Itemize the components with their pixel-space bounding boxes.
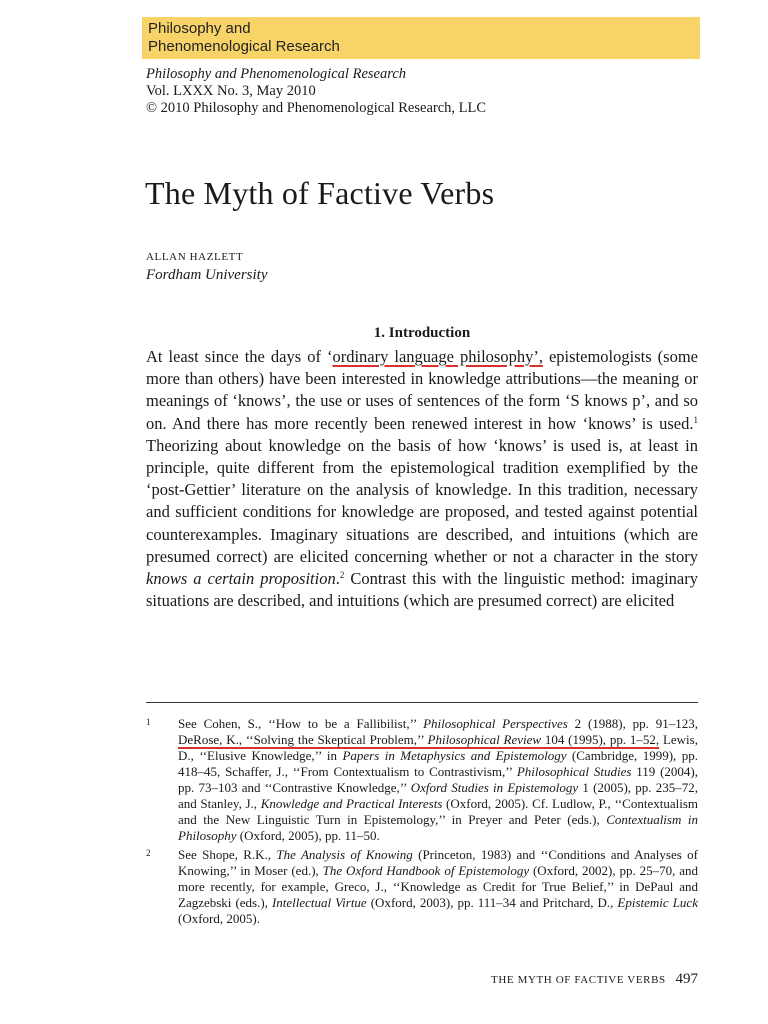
author-affiliation: Fordham University <box>146 267 268 283</box>
footnote-segment: 119 (2004), pp. 73–103 and ‘‘Contrastive Knowledge,’’ <box>178 764 698 795</box>
citation-title: Epistemic Luck <box>617 895 698 910</box>
p1-italic-phrase: knows a certain proposition <box>146 569 336 589</box>
footnotes <box>146 716 698 930</box>
page-footer <box>491 970 698 989</box>
footnote-number: 2 <box>146 848 151 858</box>
citation-title: Intellectual Virtue <box>271 895 367 910</box>
footnote-segment: 2 (1988), pp. 91–123, <box>567 716 698 731</box>
underlined-citation: DeRose, K., ‘‘Solving the Skeptical Problem,’’ <box>178 732 428 747</box>
footnote-number: 1 <box>146 717 151 727</box>
body-text <box>146 346 698 612</box>
footnote-segment: (Oxford, 2003), pp. 111–34 and Pritchard, D., <box>366 895 618 910</box>
intro-paragraph <box>146 346 698 612</box>
footnote-segment: See Cohen, S., ‘‘How to be a Fallibilist,’’ <box>178 716 424 731</box>
journal-banner <box>142 17 700 59</box>
footnote-segment: Lewis, D., ‘‘Elusive Knowledge,’’ in <box>178 732 698 763</box>
p1-text-c: Theorizing about knowledge on the basis of how ‘knows’ is used is, at least in principle, quite different from the epistemological tradition exemplified by the ‘post-Gettier’ literature on the analysis of knowledge. In this tradition, necessary and sufficient conditions for knowledge are proposed, and tested against potential counterexamples. Imaginary situations are described, and intuitions (which are presumed correct) are elicited concerning whether or not a character in the story <box>146 435 698 566</box>
p1-text-b: epistemologists (some more than others) have been interested in knowledge attributions—the meaning or meanings of ‘knows’, the use or uses of sentences of the form ‘S knows p’, and so on. And there has more recently been renewed interest in how ‘knows’ is used. <box>146 347 699 433</box>
citation-title: The Analysis of Knowing <box>276 847 413 862</box>
footnote-ref-2[interactable]: 2 <box>339 570 345 581</box>
footnote-segment: (Princeton, 1983) and ‘‘Conditions and Analyses of Knowing,’’ in Moser (ed.), <box>178 847 698 878</box>
citation-title: Papers in Metaphysics and Epistemology <box>342 748 567 763</box>
footnote-1 <box>146 716 698 844</box>
citation-title: Philosophical Studies <box>516 764 632 779</box>
citation-title: Philosophical Perspectives <box>423 716 568 731</box>
footnote-segment: (Oxford, 2002), pp. 25–70, and more recently, for example, Greco, J., ‘‘Knowledge as Credit for True Belief,’’ in DePaul and Zagzebski (eds.), <box>178 863 698 910</box>
underlined-phrase: ordinary language philosophy’, <box>332 347 543 366</box>
footnote-segment: (Oxford, 2005). <box>178 911 260 926</box>
footnote-text <box>178 847 698 927</box>
footnote-2 <box>146 847 698 927</box>
footnote-text <box>178 716 698 844</box>
footnote-segment: (Cambridge, 1999), pp. 418–45, Schaffer, J., ‘‘From Contextualism to Contrastivism,’’ <box>178 748 699 779</box>
journal-name: Philosophy and Phenomenological Research <box>146 66 407 82</box>
citation-title: Oxford Studies in Epistemology <box>410 780 579 795</box>
journal-volume: Vol. LXXX No. 3, May 2010 <box>146 83 316 99</box>
running-head: THE MYTH OF FACTIVE VERBS <box>491 974 666 986</box>
citation-title: The Oxford Handbook of Epistemology <box>322 863 530 878</box>
footnote-divider <box>146 702 698 703</box>
citation-title: Contextualism in Philosophy <box>178 812 699 843</box>
p1-text-a: At least since the days of ‘ <box>146 347 333 366</box>
banner-line-2: Phenomenological Research <box>148 38 340 55</box>
footnote-segment: (Oxford, 2005), pp. 11–50. <box>236 828 380 843</box>
author-name: ALLAN HAZLETT <box>146 251 244 263</box>
journal-copyright: © 2010 Philosophy and Phenomenological Research, LLC <box>146 100 487 116</box>
journal-meta <box>146 66 706 117</box>
section-heading: 1. Introduction <box>373 325 471 341</box>
p1-text-d: . <box>335 569 340 589</box>
footnote-ref-1[interactable]: 1 <box>693 414 698 425</box>
banner-line-1: Philosophy and <box>148 20 251 37</box>
underlined-citation: 104 (1995), pp. 1–52, <box>541 732 660 747</box>
citation-title: Knowledge and Practical Interests <box>260 796 443 811</box>
underlined-citation: Philosophical Review <box>427 732 542 747</box>
p1-text-e: Contrast this with the linguistic method: imaginary situations are described, and intuitions (which are presumed correct) are elicited <box>146 569 698 611</box>
page-number: 497 <box>675 971 698 987</box>
article-title: The Myth of Factive Verbs <box>145 175 495 211</box>
footnote-segment: 1 (2005), pp. 235–72, and Stanley, J., <box>178 780 698 811</box>
footnote-segment: (Oxford, 2005). Cf. Ludlow, P., ‘‘Contextualism and the New Linguistic Turn in Epistemology,’’ in Preyer and Peter (eds.), <box>178 796 698 827</box>
footnote-segment: See Shope, R.K., <box>178 847 277 862</box>
